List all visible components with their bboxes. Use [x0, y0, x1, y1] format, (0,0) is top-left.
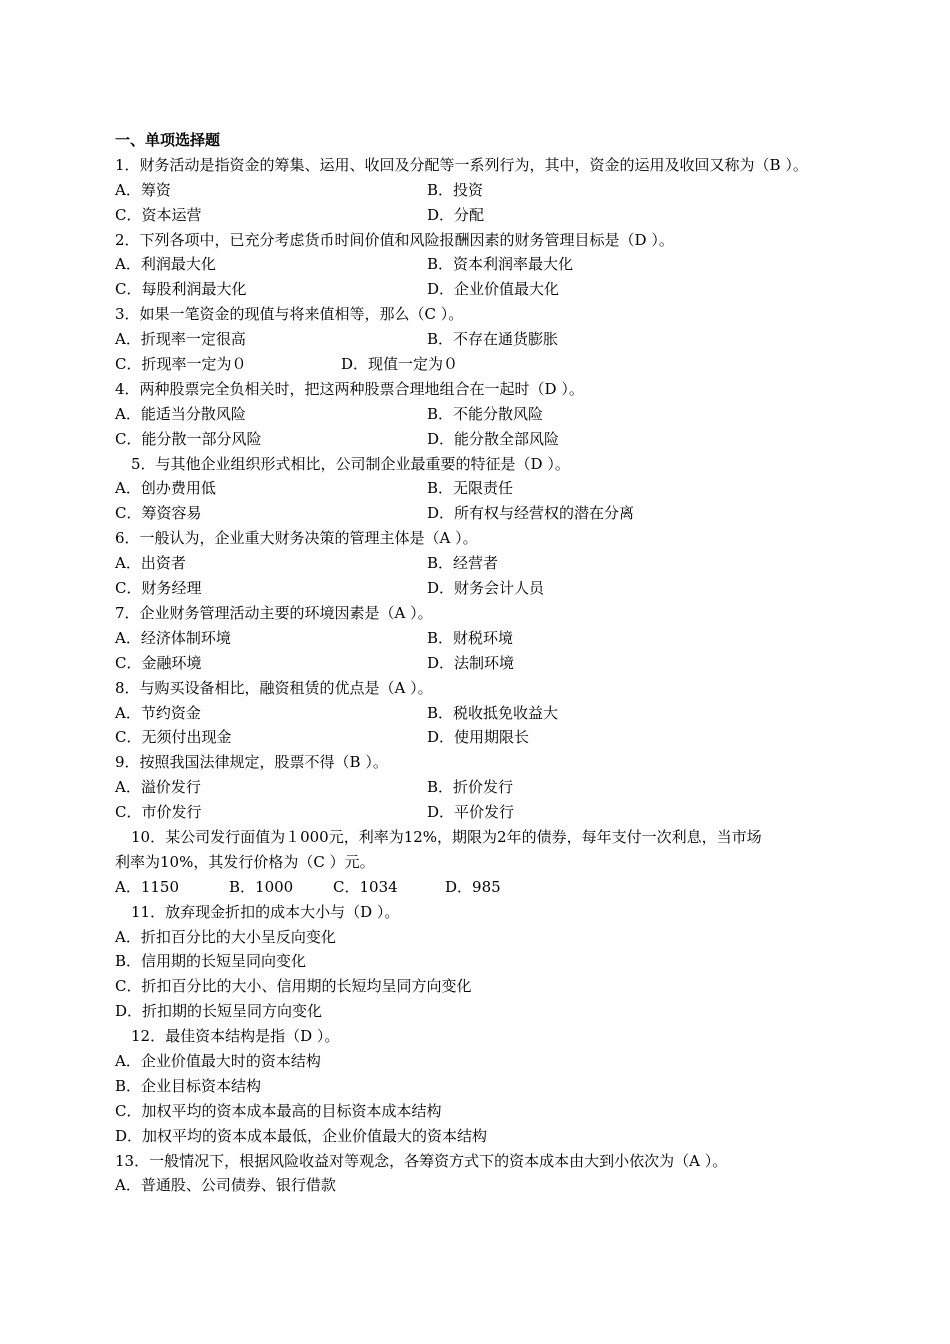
option-d: D．分配: [427, 205, 485, 224]
option-a: A．折现率一定很高: [115, 330, 246, 349]
option-row: [115, 651, 840, 676]
option-row: [115, 277, 840, 302]
option-row: [115, 800, 840, 825]
option-c: C．1034: [333, 877, 398, 896]
option-a: A．节约资金: [115, 703, 201, 722]
section-title: 一、单项选择题: [115, 131, 221, 149]
question-3: 3．如果一笔资金的现值与将来值相等，那么（C ）。: [115, 305, 464, 324]
option-row: [115, 402, 840, 427]
option-d: D．使用期限长: [427, 728, 530, 747]
option-a: A．利润最大化: [115, 255, 216, 274]
option-a: A．经济体制环境: [115, 628, 231, 647]
option-c: C．加权平均的资本成本最高的目标资本成本结构: [115, 1101, 442, 1120]
option-d: D．现值一定为０: [341, 355, 459, 374]
option-d: D．企业价值最大化: [427, 280, 560, 299]
question-7: 7．企业财务管理活动主要的环境因素是（A ）。: [115, 603, 433, 622]
option-c: C．能分散一部分风险: [115, 429, 262, 448]
option-a: A．创办费用低: [115, 479, 216, 498]
option-row: [115, 551, 840, 576]
option-d: D．加权平均的资本成本最低，企业价值最大的资本结构: [115, 1126, 488, 1145]
option-d: D．法制环境: [427, 653, 515, 672]
option-row: [115, 252, 840, 277]
question-2: 2．下列各项中，已充分考虑货币时间价值和风险报酬因素的财务管理目标是（D ）。: [115, 230, 674, 249]
option-d: D．985: [445, 877, 501, 896]
option-row: [115, 476, 840, 501]
option-a: A．1150: [115, 877, 180, 896]
question-5: 5．与其他企业组织形式相比，公司制企业最重要的特征是（D ）。: [131, 454, 570, 473]
option-d: D．平价发行: [427, 803, 515, 822]
option-b: B．不存在通货膨胀: [427, 330, 559, 349]
option-row: [115, 352, 840, 377]
question-8: 8．与购买设备相比，融资租赁的优点是（A ）。: [115, 678, 433, 697]
option-b: B．企业目标资本结构: [115, 1076, 262, 1095]
option-row: [115, 178, 840, 203]
option-d: D．财务会计人员: [427, 579, 545, 598]
option-a: A．溢价发行: [115, 778, 201, 797]
question-13: 13．一般情况下，根据风险收益对等观念，各筹资方式下的资本成本由大到小依次为（A ）。: [115, 1151, 728, 1170]
question-12: 12．最佳资本结构是指（D ）。: [131, 1027, 340, 1046]
question-10: 10．某公司发行面值为１000元，利率为12%，期限为2年的债券，每年支付一次利息，当市场: [131, 827, 762, 846]
option-b: B．无限责任: [427, 479, 514, 498]
option-c: C．财务经理: [115, 579, 202, 598]
question-10-continued: 利率为10%，其发行价格为（C ）元。: [115, 852, 375, 871]
option-c: C．折现率一定为０: [115, 355, 247, 374]
option-a: A．筹资: [115, 180, 171, 199]
question-11: 11．放弃现金折扣的成本大小与（D ）。: [131, 902, 400, 921]
question-6: 6．一般认为，企业重大财务决策的管理主体是（A ）。: [115, 529, 478, 548]
option-row: [115, 875, 840, 900]
option-b: B．信用期的长短呈同向变化: [115, 952, 307, 971]
question-9: 9．按照我国法律规定，股票不得（B ）。: [115, 753, 388, 772]
document-page: [115, 128, 840, 1198]
option-c: C．折扣百分比的大小、信用期的长短均呈同方向变化: [115, 977, 472, 996]
option-b: B．1000: [229, 877, 294, 896]
option-b: B．不能分散风险: [427, 404, 544, 423]
option-c: C．市价发行: [115, 803, 202, 822]
option-d: D．能分散全部风险: [427, 429, 560, 448]
option-row: [115, 501, 840, 526]
option-b: B．经营者: [427, 554, 499, 573]
option-row: [115, 203, 840, 228]
option-c: C．资本运营: [115, 205, 202, 224]
option-b: B．税收抵免收益大: [427, 703, 559, 722]
option-d: D．折扣期的长短呈同方向变化: [115, 1002, 323, 1021]
option-row: [115, 701, 840, 726]
option-a: A．普通股、公司债券、银行借款: [115, 1176, 336, 1195]
option-c: C．每股利润最大化: [115, 280, 247, 299]
option-c: C．筹资容易: [115, 504, 202, 523]
option-d: D．所有权与经营权的潜在分离: [427, 504, 635, 523]
option-row: [115, 626, 840, 651]
option-b: B．折价发行: [427, 778, 514, 797]
question-1: 1．财务活动是指资金的筹集、运用、收回及分配等一系列行为，其中，资金的运用及收回又称为（B ）。: [115, 155, 808, 174]
option-row: [115, 427, 840, 452]
option-b: B．财税环境: [427, 628, 514, 647]
option-c: C．无须付出现金: [115, 728, 232, 747]
question-4: 4．两种股票完全负相关时，把这两种股票合理地组合在一起时（D ）。: [115, 379, 584, 398]
option-a: A．能适当分散风险: [115, 404, 246, 423]
option-a: A．出资者: [115, 554, 186, 573]
option-a: A．折扣百分比的大小呈反向变化: [115, 927, 336, 946]
option-c: C．金融环境: [115, 653, 202, 672]
option-b: B．资本利润率最大化: [427, 255, 574, 274]
option-row: [115, 775, 840, 800]
option-row: [115, 576, 840, 601]
option-b: B．投资: [427, 180, 484, 199]
option-row: [115, 725, 840, 750]
option-row: [115, 327, 840, 352]
option-a: A．企业价值最大时的资本结构: [115, 1051, 321, 1070]
